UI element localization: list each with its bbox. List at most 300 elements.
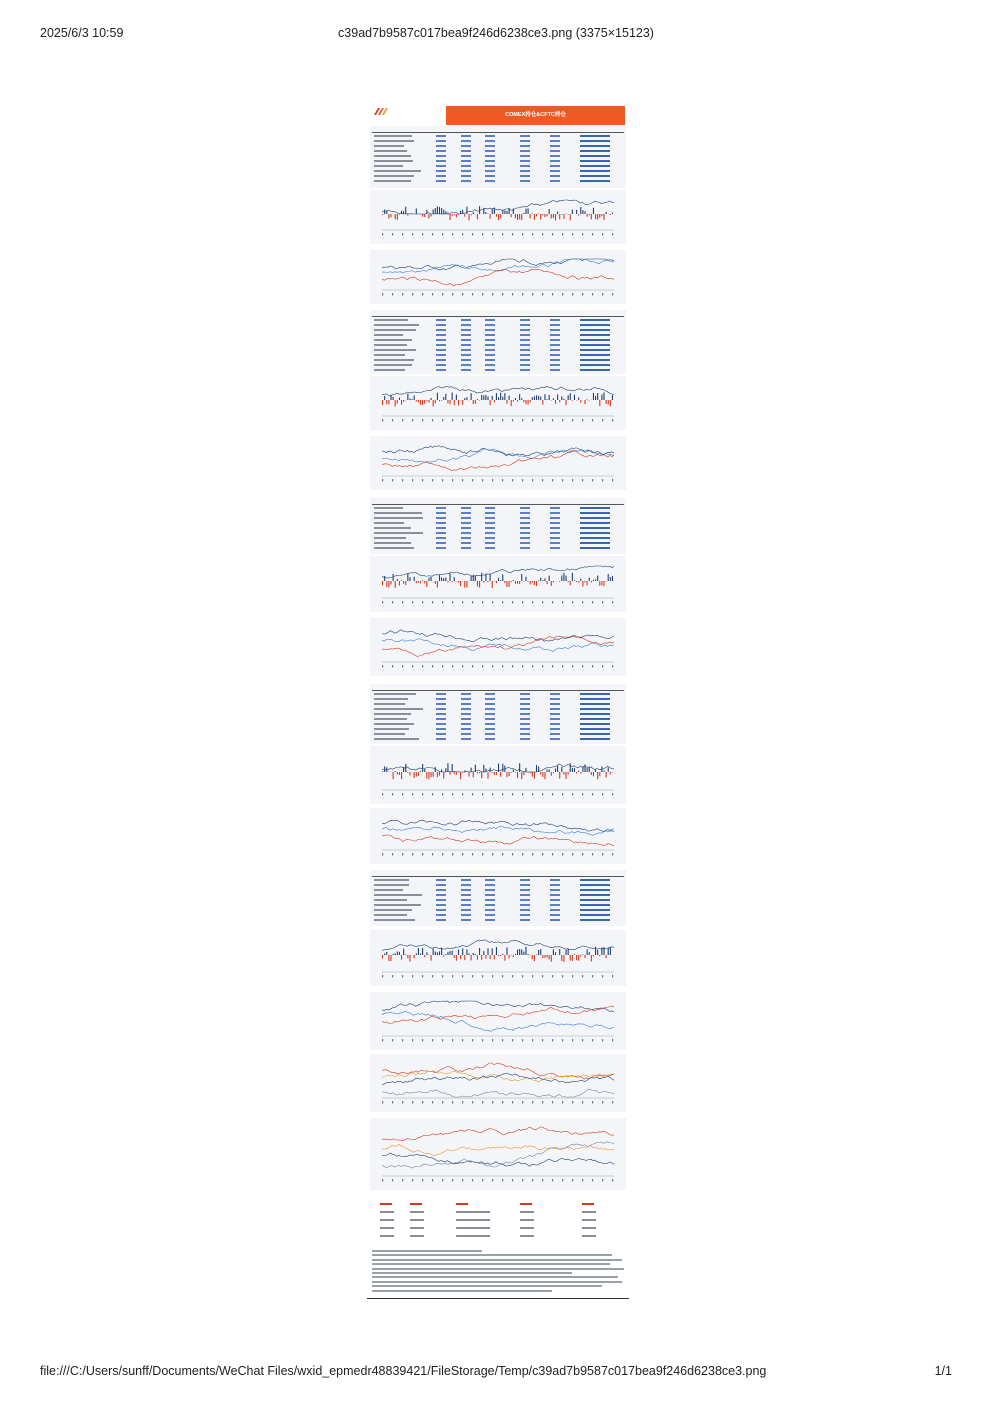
net-position-bar	[578, 214, 579, 216]
net-position-bar	[441, 400, 442, 401]
x-tick-label-mark	[422, 233, 423, 236]
x-tick-label-mark	[562, 233, 563, 236]
x-tick-label-mark	[412, 793, 413, 796]
summary-cell-bar	[456, 1219, 490, 1221]
x-tick-label-mark	[382, 233, 383, 236]
x-tick-label-mark	[462, 665, 463, 668]
value-cell-bar	[485, 899, 495, 901]
net-position-bar	[542, 955, 543, 958]
net-position-bar	[610, 577, 611, 581]
value-cell-bar	[436, 527, 446, 529]
net-position-bar	[437, 772, 438, 777]
value-cell-bar	[436, 175, 446, 177]
net-position-bar	[401, 955, 402, 960]
net-position-bar	[559, 400, 560, 402]
value-cell-bar	[580, 150, 610, 152]
net-position-bar	[479, 772, 480, 773]
value-cell-bar	[580, 884, 610, 886]
x-tick-label-mark	[562, 479, 563, 482]
summary-cell-bar	[582, 1227, 596, 1229]
value-cell-bar	[550, 547, 560, 549]
row-label-bar	[374, 517, 423, 519]
x-tick-label-mark	[602, 1039, 603, 1042]
net-position-bar	[540, 578, 541, 581]
value-cell-bar	[580, 738, 610, 740]
net-position-bar	[397, 772, 398, 774]
value-cell-bar	[550, 723, 560, 725]
x-tick-label-mark	[422, 1039, 423, 1042]
value-cell-bar	[580, 180, 610, 182]
footnotes	[370, 1248, 626, 1296]
net-position-bar	[460, 955, 461, 959]
summary-header-bar	[380, 1203, 392, 1205]
value-cell-bar	[436, 344, 446, 346]
net-position-bar	[530, 581, 531, 584]
x-tick-label-mark	[392, 975, 393, 978]
value-cell-bar	[580, 713, 610, 715]
row-label-bar	[374, 359, 414, 361]
x-tick-label-mark	[542, 665, 543, 668]
x-tick-label-mark	[462, 975, 463, 978]
net-position-bar	[580, 772, 581, 774]
net-position-bar	[498, 397, 499, 400]
value-cell-bar	[520, 155, 530, 157]
x-tick-label-mark	[452, 293, 453, 296]
net-position-bar	[523, 952, 524, 955]
net-position-bar	[487, 397, 488, 400]
net-position-bar	[409, 772, 410, 775]
net-position-bar	[481, 395, 482, 400]
net-position-bar	[593, 393, 594, 400]
net-position-bar	[570, 955, 571, 961]
x-tick-label-mark	[462, 1101, 463, 1104]
series-line	[382, 630, 614, 642]
net-position-bar	[445, 578, 446, 581]
value-cell-bar	[485, 728, 495, 730]
net-position-bar	[608, 948, 609, 955]
x-tick-label-mark	[502, 1101, 503, 1104]
x-tick-label-mark	[402, 853, 403, 856]
series-line	[382, 1089, 614, 1097]
net-position-bar	[612, 213, 613, 214]
value-cell-bar	[436, 884, 446, 886]
net-position-bar	[452, 392, 453, 400]
net-position-bar	[420, 400, 421, 405]
chart-panel	[370, 250, 626, 304]
value-cell-bar	[580, 517, 610, 519]
row-label-bar	[374, 919, 415, 921]
x-tick-label-mark	[472, 293, 473, 296]
net-position-bar	[473, 772, 474, 777]
net-position-bar	[599, 214, 600, 218]
net-position-bar	[523, 772, 524, 775]
x-tick-label-mark	[512, 1039, 513, 1042]
x-tick-label-mark	[512, 293, 513, 296]
x-tick-label-mark	[562, 793, 563, 796]
summary-cell-bar	[520, 1219, 534, 1221]
value-cell-bar	[485, 698, 495, 700]
x-tick-label-mark	[512, 419, 513, 422]
value-cell-bar	[580, 693, 610, 695]
row-label-bar	[374, 364, 412, 366]
net-position-bar	[576, 581, 577, 582]
value-cell-bar	[550, 698, 560, 700]
net-position-bar	[544, 578, 545, 581]
value-cell-bar	[485, 547, 495, 549]
x-tick-label-mark	[602, 293, 603, 296]
net-position-bar	[513, 955, 514, 957]
x-tick-label-mark	[492, 233, 493, 236]
net-position-bar	[511, 581, 512, 582]
x-tick-label-mark	[422, 479, 423, 482]
net-position-bar	[591, 581, 592, 582]
net-position-bar	[563, 214, 564, 219]
x-tick-label-mark	[412, 665, 413, 668]
net-position-bar	[568, 581, 569, 582]
value-cell-bar	[461, 329, 471, 331]
net-position-bar	[435, 581, 436, 584]
footnote-line	[372, 1268, 624, 1270]
value-cell-bar	[436, 894, 446, 896]
x-tick-label-mark	[602, 975, 603, 978]
chart-plot	[370, 250, 626, 304]
net-position-bar	[570, 763, 571, 772]
x-tick-label-mark	[432, 1039, 433, 1042]
x-tick-label-mark	[472, 601, 473, 604]
net-position-bar	[610, 214, 611, 215]
x-tick-label-mark	[442, 479, 443, 482]
value-cell-bar	[436, 507, 446, 509]
summary-cell-bar	[380, 1219, 394, 1221]
net-position-bar	[420, 771, 421, 772]
x-tick-label-mark	[432, 1101, 433, 1104]
value-cell-bar	[580, 354, 610, 356]
x-tick-label-mark	[522, 1039, 523, 1042]
net-position-bar	[454, 400, 455, 405]
net-position-bar	[544, 214, 545, 217]
net-position-bar	[435, 208, 436, 214]
net-position-bar	[519, 214, 520, 219]
x-tick-label-mark	[492, 665, 493, 668]
value-cell-bar	[550, 708, 560, 710]
x-tick-label-mark	[442, 1179, 443, 1182]
net-position-bar	[435, 400, 436, 403]
net-position-bar	[496, 772, 497, 775]
x-tick-label-mark	[442, 853, 443, 856]
net-position-bar	[521, 772, 522, 779]
value-cell-bar	[436, 718, 446, 720]
net-position-bar	[509, 772, 510, 776]
net-position-bar	[500, 393, 501, 400]
net-position-bar	[593, 208, 594, 214]
net-position-bar	[597, 772, 598, 779]
value-cell-bar	[485, 334, 495, 336]
net-position-bar	[528, 954, 529, 955]
net-position-bar	[606, 772, 607, 777]
value-cell-bar	[520, 175, 530, 177]
x-tick-label-mark	[432, 419, 433, 422]
value-cell-bar	[580, 909, 610, 911]
value-cell-bar	[520, 547, 530, 549]
net-position-bar	[420, 581, 421, 583]
x-tick-label-mark	[592, 233, 593, 236]
value-cell-bar	[436, 542, 446, 544]
value-cell-bar	[485, 339, 495, 341]
net-position-bar	[511, 214, 512, 217]
value-cell-bar	[436, 180, 446, 182]
x-tick-label-mark	[392, 293, 393, 296]
x-tick-label-mark	[412, 233, 413, 236]
x-tick-label-mark	[552, 601, 553, 604]
net-position-bar	[388, 214, 389, 219]
value-cell-bar	[580, 165, 610, 167]
row-label-bar	[374, 698, 408, 700]
x-tick-label-mark	[592, 601, 593, 604]
value-cell-bar	[520, 904, 530, 906]
net-position-bar	[422, 214, 423, 217]
row-label-bar	[374, 909, 412, 911]
net-position-bar	[553, 772, 554, 773]
value-cell-bar	[485, 354, 495, 356]
x-tick-label-mark	[562, 975, 563, 978]
net-position-bar	[544, 394, 545, 400]
net-position-bar	[603, 771, 604, 772]
value-cell-bar	[436, 339, 446, 341]
value-cell-bar	[485, 894, 495, 896]
value-cell-bar	[485, 693, 495, 695]
value-cell-bar	[580, 532, 610, 534]
row-label-bar	[374, 718, 407, 720]
net-position-bar	[582, 581, 583, 587]
series-line	[382, 1142, 614, 1168]
net-position-bar	[580, 955, 581, 957]
value-cell-bar	[461, 180, 471, 182]
row-label-bar	[374, 369, 405, 371]
net-position-bar	[458, 214, 459, 215]
net-position-bar	[471, 576, 472, 581]
x-tick-label-mark	[492, 1179, 493, 1182]
net-position-bar	[597, 576, 598, 581]
net-position-bar	[549, 576, 550, 581]
value-cell-bar	[461, 733, 471, 735]
value-cell-bar	[436, 334, 446, 336]
x-tick-label-mark	[612, 233, 613, 236]
chart-plot	[370, 746, 626, 804]
net-position-bar	[532, 955, 533, 959]
net-position-bar	[416, 400, 417, 401]
data-table	[370, 684, 626, 744]
x-tick-label-mark	[422, 419, 423, 422]
value-cell-bar	[520, 140, 530, 142]
net-position-bar	[553, 214, 554, 218]
row-label-bar	[374, 334, 403, 336]
value-cell-bar	[550, 369, 560, 371]
x-tick-label-mark	[602, 793, 603, 796]
x-tick-label-mark	[382, 665, 383, 668]
x-tick-label-mark	[572, 1179, 573, 1182]
value-cell-bar	[520, 738, 530, 740]
value-cell-bar	[580, 135, 610, 137]
net-position-bar	[525, 209, 526, 214]
row-label-bar	[374, 532, 423, 534]
net-position-bar	[528, 400, 529, 404]
x-tick-label-mark	[422, 1179, 423, 1182]
value-cell-bar	[580, 904, 610, 906]
value-cell-bar	[580, 728, 610, 730]
x-tick-label-mark	[602, 1179, 603, 1182]
net-position-bar	[589, 400, 590, 401]
x-tick-label-mark	[592, 793, 593, 796]
x-tick-label-mark	[592, 293, 593, 296]
x-tick-label-mark	[542, 419, 543, 422]
value-cell-bar	[550, 359, 560, 361]
net-position-bar	[384, 576, 385, 581]
x-tick-label-mark	[492, 793, 493, 796]
value-cell-bar	[580, 723, 610, 725]
value-cell-bar	[485, 527, 495, 529]
x-tick-label-mark	[382, 1101, 383, 1104]
net-position-bar	[500, 580, 501, 581]
x-tick-label-mark	[572, 665, 573, 668]
x-tick-label-mark	[552, 419, 553, 422]
net-position-bar	[395, 581, 396, 588]
value-cell-bar	[520, 180, 530, 182]
net-position-bar	[565, 400, 566, 405]
net-position-bar	[532, 772, 533, 777]
value-cell-bar	[550, 140, 560, 142]
value-cell-bar	[580, 359, 610, 361]
net-position-bar	[390, 955, 391, 961]
value-cell-bar	[461, 359, 471, 361]
net-position-bar	[382, 955, 383, 959]
net-position-bar	[549, 955, 550, 959]
value-cell-bar	[550, 909, 560, 911]
value-cell-bar	[461, 894, 471, 896]
net-position-bar	[477, 772, 478, 773]
value-cell-bar	[485, 150, 495, 152]
net-position-bar	[568, 395, 569, 400]
value-cell-bar	[550, 899, 560, 901]
x-tick-label-mark	[442, 793, 443, 796]
net-position-bar	[409, 577, 410, 581]
value-cell-bar	[520, 329, 530, 331]
net-position-bar	[601, 394, 602, 400]
x-tick-label-mark	[502, 293, 503, 296]
net-position-bar	[433, 949, 434, 955]
x-tick-label-mark	[442, 1039, 443, 1042]
net-position-bar	[578, 398, 579, 400]
net-position-bar	[449, 214, 450, 220]
net-position-bar	[498, 214, 499, 220]
x-tick-label-mark	[402, 975, 403, 978]
value-cell-bar	[436, 728, 446, 730]
x-tick-label-mark	[392, 233, 393, 236]
x-tick-label-mark	[392, 665, 393, 668]
x-tick-label-mark	[512, 1179, 513, 1182]
row-label-bar	[374, 150, 407, 152]
net-position-bar	[416, 953, 417, 955]
net-position-bar	[555, 214, 556, 220]
series-line	[382, 259, 614, 270]
x-tick-label-mark	[512, 793, 513, 796]
x-tick-label-mark	[612, 601, 613, 604]
net-position-bar	[386, 581, 387, 587]
net-position-bar	[492, 396, 493, 400]
value-cell-bar	[550, 175, 560, 177]
value-cell-bar	[550, 542, 560, 544]
value-cell-bar	[550, 879, 560, 881]
value-cell-bar	[520, 884, 530, 886]
summary-table	[370, 1194, 626, 1246]
net-position-bar	[578, 771, 579, 772]
x-tick-label-mark	[492, 419, 493, 422]
net-position-bar	[477, 399, 478, 400]
x-tick-label-mark	[602, 419, 603, 422]
row-label-bar	[374, 160, 413, 162]
net-position-bar	[407, 772, 408, 773]
chart-plot	[370, 1118, 626, 1190]
net-position-bar	[466, 581, 467, 587]
net-position-bar	[414, 955, 415, 958]
net-position-bar	[536, 214, 537, 216]
row-label-bar	[374, 354, 405, 356]
chart-panel	[370, 746, 626, 804]
value-cell-bar	[550, 344, 560, 346]
value-cell-bar	[436, 150, 446, 152]
table-header-rule	[372, 504, 624, 505]
net-position-bar	[515, 772, 516, 773]
net-position-bar	[513, 580, 514, 581]
value-cell-bar	[461, 155, 471, 157]
value-cell-bar	[461, 703, 471, 705]
net-position-bar	[454, 214, 455, 215]
net-position-bar	[574, 954, 575, 955]
value-cell-bar	[485, 517, 495, 519]
x-tick-label-mark	[612, 1179, 613, 1182]
net-position-bar	[498, 955, 499, 956]
net-position-bar	[565, 950, 566, 955]
value-cell-bar	[550, 693, 560, 695]
net-position-bar	[603, 214, 604, 220]
x-tick-label-mark	[542, 1039, 543, 1042]
net-position-bar	[608, 400, 609, 405]
net-position-bar	[405, 581, 406, 585]
value-cell-bar	[550, 160, 560, 162]
net-position-bar	[426, 581, 427, 587]
x-tick-label-mark	[572, 601, 573, 604]
net-position-bar	[519, 581, 520, 584]
value-cell-bar	[436, 713, 446, 715]
value-cell-bar	[550, 512, 560, 514]
value-cell-bar	[550, 728, 560, 730]
net-position-bar	[519, 394, 520, 400]
net-position-bar	[557, 211, 558, 214]
x-tick-label-mark	[442, 665, 443, 668]
x-tick-label-mark	[592, 975, 593, 978]
net-position-bar	[502, 764, 503, 772]
value-cell-bar	[485, 329, 495, 331]
chart-plot	[370, 190, 626, 244]
net-position-bar	[437, 393, 438, 400]
net-position-bar	[500, 955, 501, 956]
net-position-bar	[473, 953, 474, 955]
value-cell-bar	[520, 718, 530, 720]
value-cell-bar	[436, 532, 446, 534]
value-cell-bar	[520, 899, 530, 901]
value-cell-bar	[436, 349, 446, 351]
net-position-bar	[395, 953, 396, 955]
net-position-bar	[517, 772, 518, 778]
